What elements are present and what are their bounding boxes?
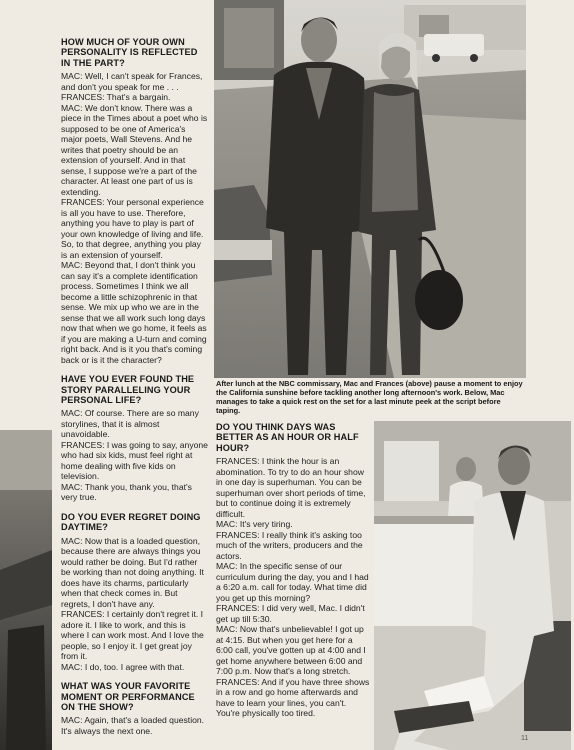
right-question-heading: DO YOU THINK DAYS WAS BETTER AS AN HOUR OR HALF HOUR? (216, 422, 359, 453)
section-gap (61, 503, 209, 512)
left-question-heading: DO YOU EVER REGRET DOING DAYTIME? (61, 511, 201, 533)
mac-and-frances-photo (214, 0, 526, 378)
section-gap (61, 365, 209, 374)
left-question-heading: HOW MUCH OF YOUR OWN PERSONALITY IS REFLECTED IN THE PART? (61, 37, 198, 68)
right-answer-paragraph: MAC: In the specific sense of our curriculum during the day, you and I had a 6:20 a.m. call for today. What time did you get up this morning? (216, 561, 369, 603)
mac-and-frances-photo-image (214, 0, 526, 378)
section-gap (61, 672, 209, 681)
right-answer-paragraph: FRANCES: And if you have three shows in a row and go home afterwards and have to learn your lines, you can't. You're physically too tired. (216, 676, 370, 719)
left-edge-photo-image (0, 430, 52, 750)
mac-reading-script-photo-image (374, 421, 571, 750)
right-answer-paragraph: FRANCES: I did very well, Mac. I didn't get up till 5:30. (216, 603, 365, 624)
left-answer-paragraph: MAC: Of course. There are so many storylines, that it is almost unavoidable. (61, 408, 199, 440)
left-answer-paragraph: FRANCES: That's a bargain. (61, 92, 171, 103)
left-answer-paragraph: MAC: Now that is a loaded question, because there are always things you would rather be doing. But I'd rather be working than not doing anything. It does have its charms, particularly when that check comes in. But regrets, I don't have any. (61, 535, 204, 609)
right-answer-paragraph: MAC: Now that's unbelievable! I got up at 4:15. But when you get here for a 6:00 call, you've gotten up at 4:00 and I get home anywhere between 6:00 and 7:00 p.m. Now that's a long stretch. (216, 624, 366, 677)
left-question-heading: WHAT WAS YOUR FAVORITE MOMENT OR PERFORMANCE ON THE SHOW? (61, 681, 195, 713)
right-answer-paragraph: MAC: It's very tiring. (216, 519, 293, 530)
left-answer-paragraph: MAC: Well, I can't speak for Frances, and don't you speak for me . . . (61, 71, 203, 92)
left-answer-paragraph: MAC: Again, that's a loaded question. It's always the next one. (61, 715, 205, 736)
left-answer-paragraph: MAC: I do, too. I agree with that. (61, 661, 185, 672)
photo-caption: After lunch at the NBC commissary, Mac and Frances (above) pause a moment to enjoy the California sunshine before tackling another long afternoon's work. Below, Mac manages to take a quick rest on the set for a last minute peek at the script before taping. (216, 379, 523, 415)
right-answer-paragraph: FRANCES: I really think it's asking too much of the writers, producers and the actors. (216, 529, 363, 561)
left-answer-paragraph: MAC: Beyond that, I don't think you can say it's a complete identification process. Sometimes I think we all become a little schizophrenic in that sense. We mix up who we are in the sense that we all work such long days now that when we go home, it feels as if you are making a U-turn and coming right back. And is it you that's coming back or is it the character? (61, 260, 207, 365)
mac-reading-script-photo (374, 421, 571, 750)
left-answer-paragraph: MAC: We don't know. There was a piece in the Times about a poet who is supposed to be one of America's major poets, Wall Stevens. And he writes that poetry should be an extension of yourself. And in that sense, I suppose we're a part of the character. At least one part of us is extending. (61, 102, 208, 197)
right-answer-paragraph: FRANCES: I think the hour is an abomination. To try to do an hour show in one day is superhuman. You can be superhuman over short periods of time, but to continue doing it is extremely difficult. (216, 456, 366, 519)
left-edge-photo (0, 430, 52, 750)
left-answer-paragraph: FRANCES: Your personal experience is all you have to use. Therefore, anything you have to play is part of your own knowledge of living and life. So, to that degree, anything you play is an extension of yourself. (61, 197, 204, 260)
page-number: 11 (521, 735, 529, 742)
interview-column-left (61, 37, 209, 736)
left-answer-paragraph: FRANCES: I was going to say, anyone who had six kids, must feel right at home dealing with five kids on television. (61, 439, 208, 482)
left-answer-paragraph: MAC: Thank you, thank you, that's very true. (61, 481, 192, 503)
left-answer-paragraph: FRANCES: I certainly don't regret it. I adore it. I like to work, and this is where I can work most. And I love the people, so I enjoy it. I get great joy from it. (61, 609, 204, 662)
interview-column-right (216, 422, 371, 719)
left-question-heading: HAVE YOU EVER FOUND THE STORY PARALLELING YOUR PERSONAL LIFE? (61, 374, 195, 406)
